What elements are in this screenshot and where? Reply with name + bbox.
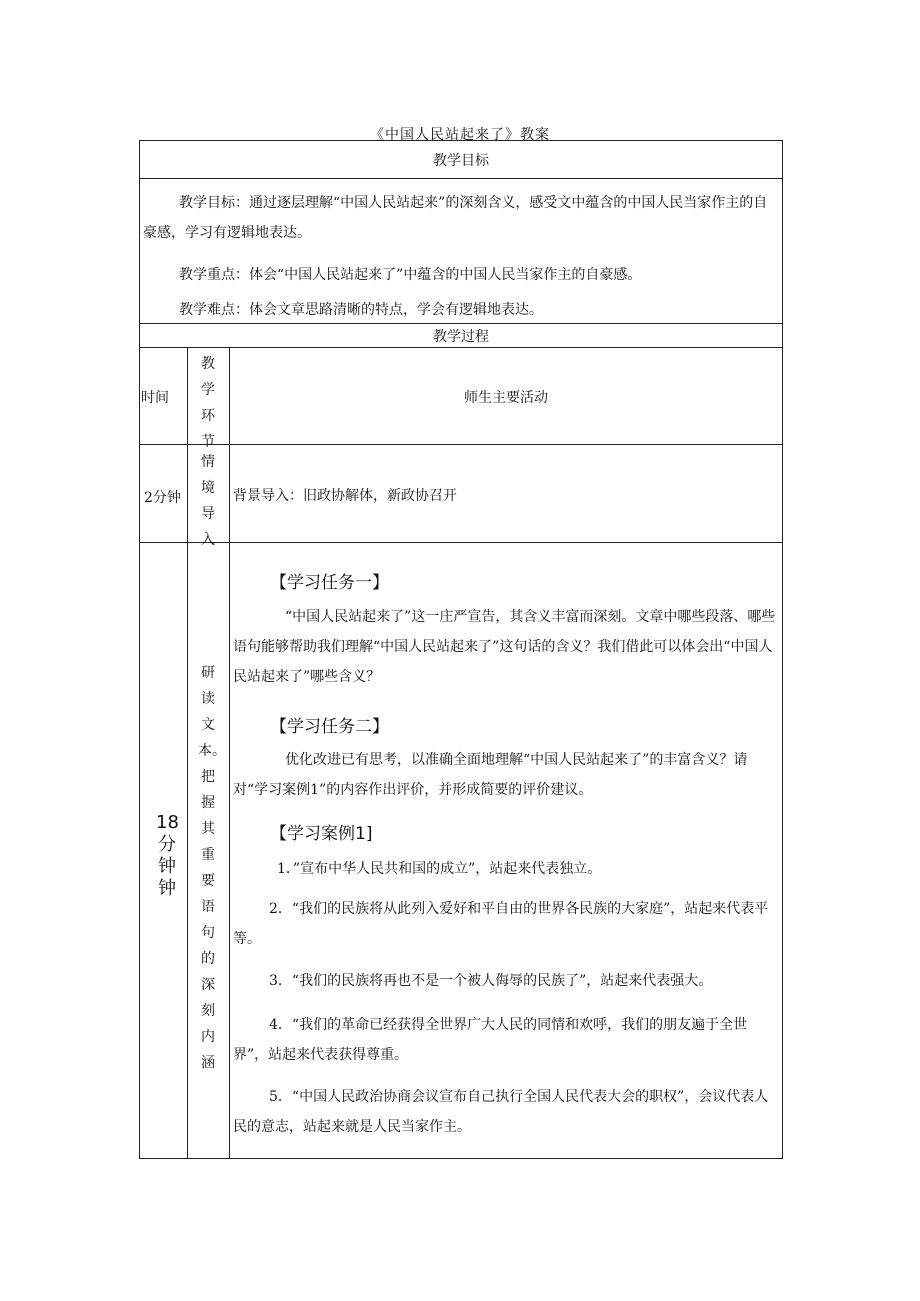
row2-time: 18分钟钟 [156,812,179,899]
goals-heading: 教学目标 [433,153,489,169]
task2-text: 优化改进已有思考，以准确全面地理解“中国人民站起来了”的丰富含义？请对“学习案例1”的内容作出评价，并形成简要的评价建议。 [233,752,748,798]
case-item-5: 5．“中国人民政治协商会议宣布自己执行全国人民代表大会的职权”，会议代表人民的意志，站起来就是人民当家作主。 [233,1089,769,1135]
rule-process-header [139,347,783,348]
case-title: 【学习案例1] [270,824,373,844]
task1-title: 【学习任务一】 [270,573,389,593]
process-heading: 教学过程 [433,329,489,345]
col-header-stage: 教学环节 [201,356,215,450]
task1-text: “中国人民站起来了”这一庄严宣告，其含义丰富而深刻。文章中哪些段落、哪些语句能够帮助我们理解“中国人民站起来了”这句话的含义？我们借此可以体会出“中国人民站起来了”哪些含义？ [233,609,776,685]
key-point-text: 教学重点：体会“中国人民站起来了”中蕴含的中国人民当家作主的自豪感。 [179,267,642,283]
rule-row1-end [139,542,783,543]
document-title: 《中国人民站起来了》教案 [370,127,550,143]
col-divider-time [187,347,188,1159]
col-header-activity: 师生主要活动 [464,390,548,406]
task2-title: 【学习任务二】 [270,717,389,737]
row1-activity: 背景导入：旧政协解体，新政协召开 [233,488,457,504]
case-item-1: 1．”宣布中华人民共和国的成立”，站起来代表独立。 [277,861,602,877]
rule-goals-header [139,178,783,179]
col-divider-stage [229,347,230,1159]
case-item-4: 4．“我们的革命已经获得全世界广大人民的同情和欢呼，我们的朋友遍于全世界”，站起来代表获得尊重。 [233,1017,748,1063]
objective-text: 教学目标：通过逐层理解“中国人民站起来”的深刻含义，感受文中蕴含的中国人民当家作主的自豪感，学习有逻辑地表达。 [143,195,768,241]
row2-stage: 研读文本。把握其重要语句的深刻内涵 [198,665,226,1071]
case-item-3: 3．“我们的民族将再也不是一个被人侮辱的民族了”，站起来代表强大。 [269,973,713,989]
difficulty-text: 教学难点：体会文章思路清晰的特点，学会有逻辑地表达。 [179,302,543,318]
case-item-2: 2．“我们的民族将从此列入爱好和平自由的世界各民族的大家庭”，站起来代表平等。 [233,901,769,947]
row1-time: 2分钟 [144,490,181,506]
row1-stage: 情境导入 [201,454,215,548]
rule-col-header-end [139,444,783,445]
col-header-time: 时间 [141,390,169,406]
